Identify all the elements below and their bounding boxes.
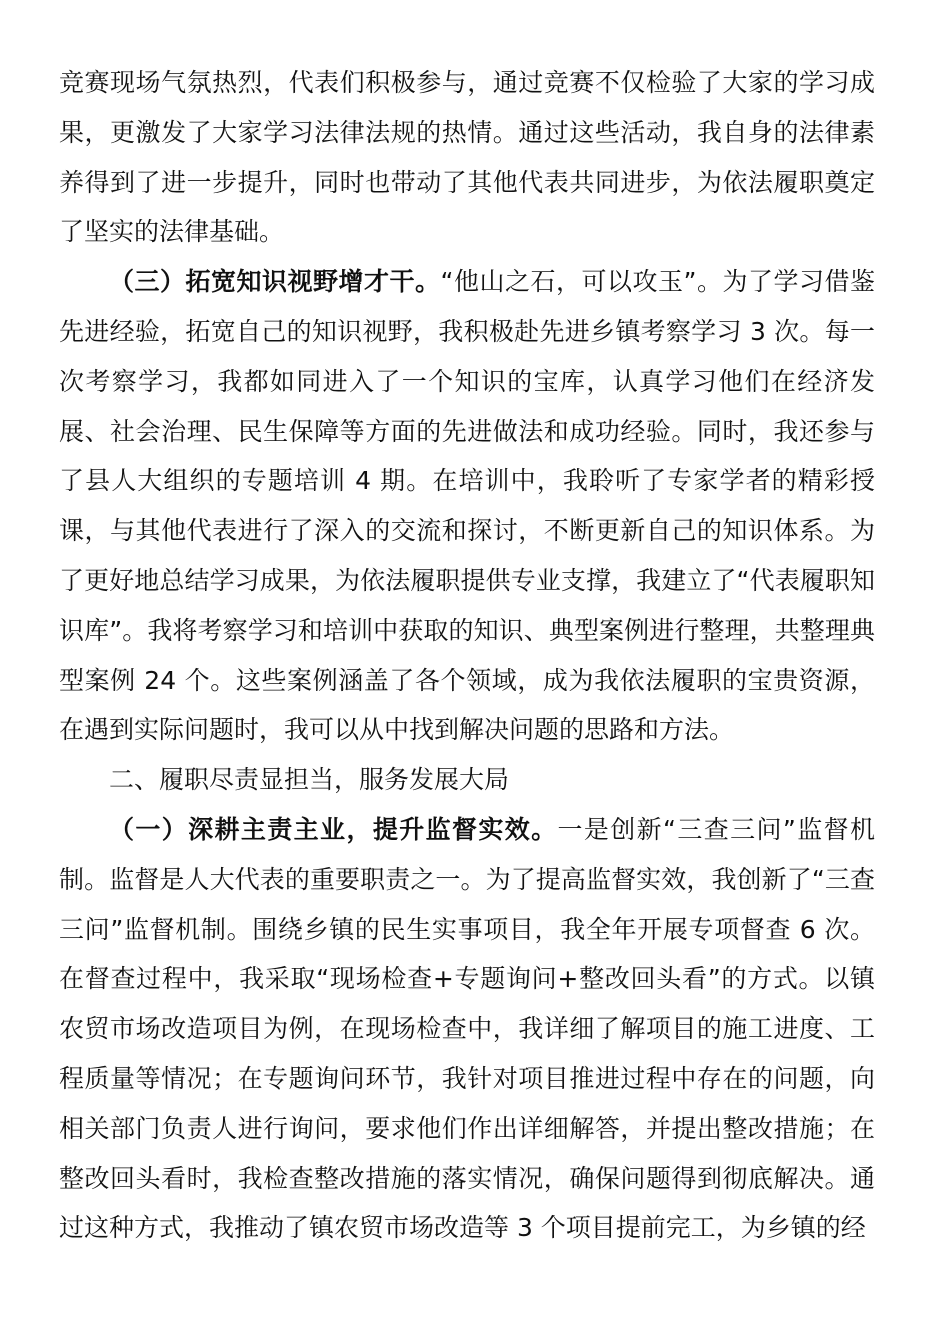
paragraph-2-body: “他山之石，可以攻玉”。为了学习借鉴先进经验，拓宽自己的知识视野，我积极赴先进乡镇考察学习 3 次。每一次考察学习，我都如同进入了一个知识的宝库，认真学习他们在经济发展、社会治理、民生保障等方面的先进做法和成功经验。同时，我还参与了县人大组织的专题培训 4 期。在培训中，我聆听了专家学者的精彩授课，与其他代表进行了深入的交流和探讨，不断更新自己的知识体系。为了更好地总结学习成果，为依法履职提供专业支撑，我建立了“代表履职知识库”。我将考察学习和培训中获取的知识、典型案例进行整理，共整理典型案例 24 个。这些案例涵盖了各个领域，成为我依法履职的宝贵资源，在遇到实际问题时，我可以从中找到解决问题的思路和方法。	[59, 267, 875, 745]
paragraph-3-body: 一是创新“三查三问”监督机制。监督是人大代表的重要职责之一。为了提高监督实效，我创新了“三查三问”监督机制。围绕乡镇的民生实事项目，我全年开展专项督查 6 次。在督查过程中，我采取“现场检查+专题询问+整改回头看”的方式。以镇农贸市场改造项目为例，在现场检查中，我详细了解项目的施工进度、工程质量等情况；在专题询问环节，我针对项目推进过程中存在的问题，向相关部门负责人进行询问，要求他们作出详细解答，并提出整改措施；在整改回头看时，我检查整改措施的落实情况，确保问题得到彻底解决。通过这种方式，我推动了镇农贸市场改造等 3 个项目提前完工，为乡镇的经	[59, 814, 875, 1243]
subheading-1: （一）深耕主责主业，提升监督实效。	[109, 814, 558, 844]
paragraph-2	[59, 257, 875, 755]
paragraph-1: 竞赛现场气氛热烈，代表们积极参与，通过竞赛不仅检验了大家的学习成果，更激发了大家学习法律法规的热情。通过这些活动，我自身的法律素养得到了进一步提升，同时也带动了其他代表共同进步，为依法履职奠定了坚实的法律基础。	[59, 68, 875, 247]
section-heading-2: 二、履职尽责显担当，服务发展大局	[109, 765, 510, 795]
paragraph-3	[59, 805, 875, 1253]
subheading-3: （三）拓宽知识视野增才干。	[109, 267, 441, 297]
